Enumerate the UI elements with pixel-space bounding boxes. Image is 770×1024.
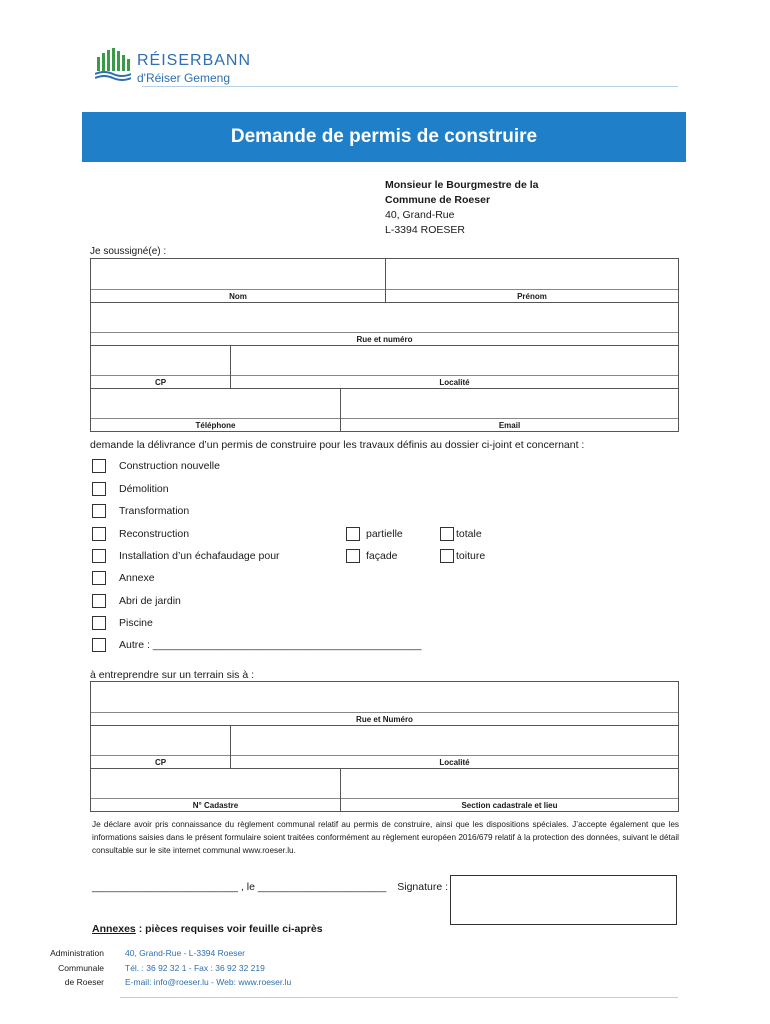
checkbox[interactable]	[346, 549, 360, 563]
annexes-note	[92, 923, 323, 935]
checkbox[interactable]	[92, 616, 106, 630]
annexes-rest: : pièces requises voir feuille ci-après	[135, 923, 323, 935]
logo-subtitle: d'Réiser Gemeng	[137, 71, 230, 85]
checkbox[interactable]	[92, 482, 106, 496]
suboption-totale[interactable]	[440, 527, 482, 541]
addressee-line4: L-3394 ROESER	[385, 224, 465, 236]
option-label: Installation d’un échafaudage pour	[119, 550, 280, 562]
footer-admin	[40, 946, 104, 990]
prenom-label: Prénom	[517, 292, 547, 301]
email-label: Email	[498, 421, 521, 430]
option-annexe[interactable]	[92, 571, 155, 585]
footer-left2: Communale	[58, 962, 104, 973]
checkbox[interactable]	[92, 549, 106, 563]
terrain-rue-field[interactable]	[91, 682, 678, 725]
signature-box[interactable]	[450, 875, 677, 925]
option-reconstruction[interactable]	[92, 527, 189, 541]
suboption-label: toiture	[456, 550, 486, 562]
checkbox[interactable]	[92, 594, 106, 608]
applicant-grid	[90, 258, 679, 432]
addressee-line2: Commune de Roeser	[385, 194, 491, 206]
option-label: Autre : ______________________________________________	[119, 639, 422, 651]
footer-phone: Tél. : 36 92 32 1 - Fax : 36 92 32 219	[125, 962, 265, 973]
suboption-facade[interactable]	[346, 549, 398, 563]
declaration-text: Je déclare avoir pris connaissance du règlement communal relatif au permis de construire, ainsi que les dispositions spéciales. J’accepte également que les informations saisies dans le présent formulaire soient traitées conformément au règlement européen 2016/679 relatif à la protection des données, suivant le détail consultable sur le site internet communal www.roeser.lu.	[92, 820, 679, 855]
email-field[interactable]	[340, 389, 678, 431]
terrain-grid	[90, 681, 679, 812]
localite-label: Localité	[439, 378, 470, 387]
suboption-partielle[interactable]	[346, 527, 403, 541]
applicant-intro: Je soussigné(e) :	[90, 246, 167, 257]
nom-label: Nom	[229, 292, 247, 301]
logo-name: RÉISERBANN	[137, 52, 252, 69]
option-transformation[interactable]	[92, 504, 189, 518]
option-echafaudage[interactable]	[92, 549, 280, 563]
footer-address: 40, Grand-Rue - L-3394 Roeser	[125, 948, 246, 958]
place-date-line[interactable]: _________________________ , le ______________________	[92, 881, 387, 893]
footer-contact	[125, 946, 291, 990]
checkbox[interactable]	[92, 571, 106, 585]
checkbox[interactable]	[92, 504, 106, 518]
terrain-cp-field[interactable]	[91, 726, 230, 768]
option-label: Reconstruction	[119, 528, 190, 540]
option-abri[interactable]	[92, 594, 181, 608]
rue-label: Rue et numéro	[356, 335, 413, 344]
option-label: Abri de jardin	[119, 595, 181, 607]
addressee-block	[385, 178, 538, 238]
checkbox[interactable]	[440, 549, 454, 563]
option-label: Annexe	[119, 572, 155, 584]
commune-logo	[95, 47, 251, 84]
option-label: Transformation	[119, 505, 190, 517]
option-construction[interactable]	[92, 459, 220, 473]
footer-divider	[120, 997, 678, 998]
signature-label: Signature :	[397, 881, 449, 893]
section-label: Section cadastrale et lieu	[461, 801, 558, 810]
page-title: Demande de permis de construire	[82, 112, 686, 162]
tree-logo-icon	[95, 47, 131, 81]
demand-text: demande la délivrance d’un permis de construire pour les travaux définis au dossier ci-joint et concernant :	[90, 439, 585, 451]
terrain-localite-label: Localité	[439, 758, 470, 767]
cp-label: CP	[154, 378, 167, 387]
section-field[interactable]	[340, 769, 678, 811]
option-demolition[interactable]	[92, 482, 169, 496]
terrain-intro: à entreprendre sur un terrain sis à :	[90, 669, 255, 681]
prenom-field[interactable]	[385, 259, 678, 302]
addressee-line3: 40, Grand-Rue	[385, 209, 455, 221]
option-label: Démolition	[119, 483, 169, 495]
checkbox[interactable]	[346, 527, 360, 541]
suboption-label: totale	[456, 528, 482, 540]
terrain-cp-label: CP	[154, 758, 167, 767]
footer-email-web: E-mail: info@roeser.lu - Web: www.roeser.lu	[125, 977, 292, 987]
footer-left1: Administration	[50, 948, 104, 958]
rue-field[interactable]	[91, 303, 678, 345]
header-divider	[142, 86, 678, 87]
checkbox[interactable]	[92, 459, 106, 473]
option-label: Construction nouvelle	[119, 460, 220, 472]
terrain-localite-field[interactable]	[230, 726, 678, 768]
suboption-label: partielle	[366, 528, 403, 540]
cp-field[interactable]	[91, 346, 230, 388]
option-autre[interactable]	[92, 638, 421, 652]
nom-field[interactable]	[91, 259, 385, 302]
checkbox[interactable]	[92, 638, 106, 652]
checkbox[interactable]	[92, 527, 106, 541]
signature-line	[92, 881, 448, 893]
annexes-label: Annexes	[92, 923, 136, 935]
addressee-line1: Monsieur le Bourgmestre de la	[385, 179, 539, 191]
cadastre-field[interactable]	[91, 769, 340, 811]
checkbox[interactable]	[440, 527, 454, 541]
telephone-field[interactable]	[91, 389, 340, 431]
localite-field[interactable]	[230, 346, 678, 388]
suboption-toiture[interactable]	[440, 549, 485, 563]
cadastre-label: N° Cadastre	[192, 801, 239, 810]
option-label: Piscine	[119, 617, 153, 629]
telephone-label: Téléphone	[195, 421, 236, 430]
option-piscine[interactable]	[92, 616, 153, 630]
terrain-rue-label: Rue et Numéro	[356, 715, 413, 724]
footer-left3: de Roeser	[64, 977, 104, 987]
suboption-label: façade	[366, 550, 398, 562]
